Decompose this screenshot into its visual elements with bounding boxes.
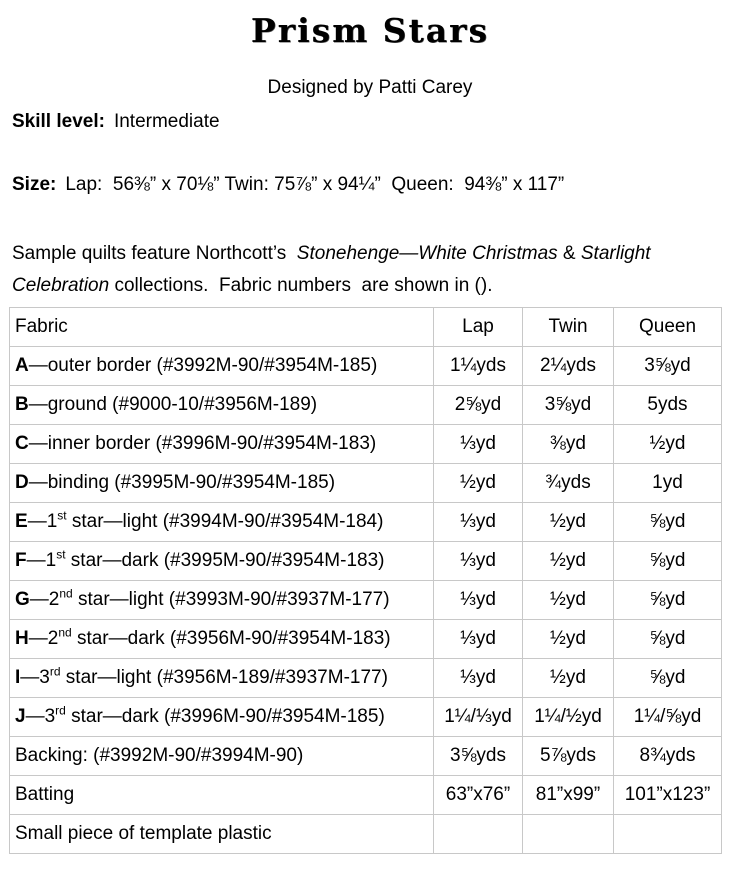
fabric-letter: C: [15, 433, 29, 454]
intro-paragraph: [12, 238, 740, 302]
queen-value: [614, 815, 722, 854]
header-queen: Queen: [614, 308, 722, 347]
twin-value: ½yd: [523, 581, 614, 620]
fabric-letter: I: [15, 667, 21, 688]
collection-name-2-part2: Celebration: [12, 275, 110, 296]
ordinal-suffix: nd: [58, 625, 72, 640]
table-row: [10, 542, 722, 581]
fabric-desc: —1: [27, 511, 58, 532]
header-twin: Twin: [523, 308, 614, 347]
size-label: Size:: [12, 174, 57, 195]
ordinal-suffix: nd: [59, 586, 73, 601]
fabric-desc: —ground (#9000-10/#3956M-189): [28, 394, 318, 415]
skill-level-value: Intermediate: [113, 111, 220, 132]
twin-value: 1¼/½yd: [523, 698, 614, 737]
queen-value: ½yd: [614, 425, 722, 464]
size-value: Lap: 56⅜” x 70⅛” Twin: 75⅞” x 94¼” Queen: 94⅜” x 117”: [65, 174, 565, 195]
fabric-label: [10, 464, 434, 503]
fabric-label: [10, 815, 434, 854]
page-title: Prism Stars: [250, 11, 490, 50]
table-row: [10, 347, 722, 386]
fabric-desc: —binding (#3995M-90/#3954M-185): [28, 472, 336, 493]
fabric-desc: —outer border (#3992M-90/#3954M-185): [28, 355, 378, 376]
fabric-letter: D: [15, 472, 29, 493]
ordinal-suffix: st: [56, 547, 66, 562]
fabric-desc: —2: [28, 628, 59, 649]
fabric-letter: E: [15, 511, 28, 532]
lap-value: ⅓yd: [434, 620, 523, 659]
fabric-label: [10, 386, 434, 425]
fabric-desc: —2: [29, 589, 60, 610]
twin-value: ½yd: [523, 542, 614, 581]
queen-value: 8¾yds: [614, 737, 722, 776]
queen-value: ⅝yd: [614, 503, 722, 542]
twin-value: 3⅝yd: [523, 386, 614, 425]
fabric-letter: F: [15, 550, 27, 571]
intro-text: &: [557, 243, 581, 264]
table-row: [10, 620, 722, 659]
fabric-desc: —inner border (#3996M-90/#3954M-183): [28, 433, 377, 454]
table-row: [10, 464, 722, 503]
fabric-label: [10, 425, 434, 464]
intro-text: Sample quilts feature Northcott’s: [12, 243, 297, 264]
intro-line-2: [12, 270, 740, 302]
lap-value: 1¼/⅓yd: [434, 698, 523, 737]
fabric-desc: —1: [26, 550, 57, 571]
fabric-desc: Batting: [15, 784, 75, 805]
queen-value: ⅝yd: [614, 620, 722, 659]
lap-value: 2⅝yd: [434, 386, 523, 425]
twin-value: ½yd: [523, 620, 614, 659]
fabric-letter: H: [15, 628, 29, 649]
fabric-desc: Backing: (#3992M-90/#3994M-90): [15, 745, 304, 766]
lap-value: 1¼yds: [434, 347, 523, 386]
table-row: [10, 659, 722, 698]
table-row: [10, 776, 722, 815]
fabric-label: [10, 581, 434, 620]
fabric-desc: —3: [20, 667, 50, 688]
table-row: [10, 386, 722, 425]
queen-value: 101”x123”: [614, 776, 722, 815]
fabric-desc: star—dark (#3956M-90/#3954M-183): [71, 628, 391, 649]
lap-value: ⅓yd: [434, 425, 523, 464]
queen-value: 5yds: [614, 386, 722, 425]
fabric-label: [10, 347, 434, 386]
queen-value: ⅝yd: [614, 659, 722, 698]
fabric-desc: star—light (#3994M-90/#3954M-184): [66, 511, 384, 532]
fabric-letter: J: [15, 706, 26, 727]
fabric-label: [10, 737, 434, 776]
twin-value: 81”x99”: [523, 776, 614, 815]
header-lap: Lap: [434, 308, 523, 347]
table-row: [10, 815, 722, 854]
fabric-desc: star—light (#3956M-189/#3937M-177): [60, 667, 388, 688]
queen-value: ⅝yd: [614, 581, 722, 620]
table-row: [10, 698, 722, 737]
fabric-desc: Small piece of template plastic: [15, 823, 272, 844]
twin-value: ½yd: [523, 503, 614, 542]
intro-text: collections. Fabric numbers are shown in ().: [109, 275, 493, 296]
queen-value: 1¼/⅝yd: [614, 698, 722, 737]
intro-line-1: [12, 238, 740, 270]
collection-name-2-part1: Starlight: [580, 243, 651, 264]
ordinal-suffix: rd: [49, 664, 61, 679]
fabric-desc: star—dark (#3995M-90/#3954M-183): [65, 550, 385, 571]
document-page: [0, 10, 740, 854]
fabric-label: [10, 503, 434, 542]
twin-value: ⅜yd: [523, 425, 614, 464]
lap-value: ⅓yd: [434, 503, 523, 542]
byline: Designed by Patti Carey: [267, 77, 473, 98]
lap-value: ⅓yd: [434, 581, 523, 620]
queen-value: 1yd: [614, 464, 722, 503]
table-row: [10, 737, 722, 776]
skill-level-line: [12, 110, 740, 134]
twin-value: 2¼yds: [523, 347, 614, 386]
table-row: [10, 503, 722, 542]
lap-value: ⅓yd: [434, 542, 523, 581]
lap-value: 3⅝yds: [434, 737, 523, 776]
fabric-requirements-table: [9, 307, 722, 854]
table-row: [10, 581, 722, 620]
table-header-row: [10, 308, 722, 347]
size-line: [12, 173, 740, 197]
fabric-label: [10, 698, 434, 737]
queen-value: ⅝yd: [614, 542, 722, 581]
fabric-label: [10, 776, 434, 815]
lap-value: ½yd: [434, 464, 523, 503]
ordinal-suffix: st: [57, 508, 67, 523]
ordinal-suffix: rd: [55, 703, 66, 718]
fabric-letter: B: [15, 394, 29, 415]
fabric-label: [10, 659, 434, 698]
header-fabric: Fabric: [10, 308, 434, 347]
twin-value: [523, 815, 614, 854]
lap-value: ⅓yd: [434, 659, 523, 698]
twin-value: 5⅞yds: [523, 737, 614, 776]
lap-value: [434, 815, 523, 854]
fabric-letter: A: [15, 355, 29, 376]
lap-value: 63”x76”: [434, 776, 523, 815]
fabric-desc: star—light (#3993M-90/#3937M-177): [72, 589, 390, 610]
fabric-desc: star—dark (#3996M-90/#3954M-185): [65, 706, 385, 727]
fabric-label: [10, 620, 434, 659]
table-row: [10, 425, 722, 464]
fabric-desc: —3: [25, 706, 56, 727]
queen-value: 3⅝yd: [614, 347, 722, 386]
collection-name-1: Stonehenge—White Christmas: [296, 243, 558, 264]
fabric-label: [10, 542, 434, 581]
skill-level-label: Skill level:: [12, 111, 105, 132]
fabric-letter: G: [15, 589, 30, 610]
twin-value: ½yd: [523, 659, 614, 698]
twin-value: ¾yds: [523, 464, 614, 503]
